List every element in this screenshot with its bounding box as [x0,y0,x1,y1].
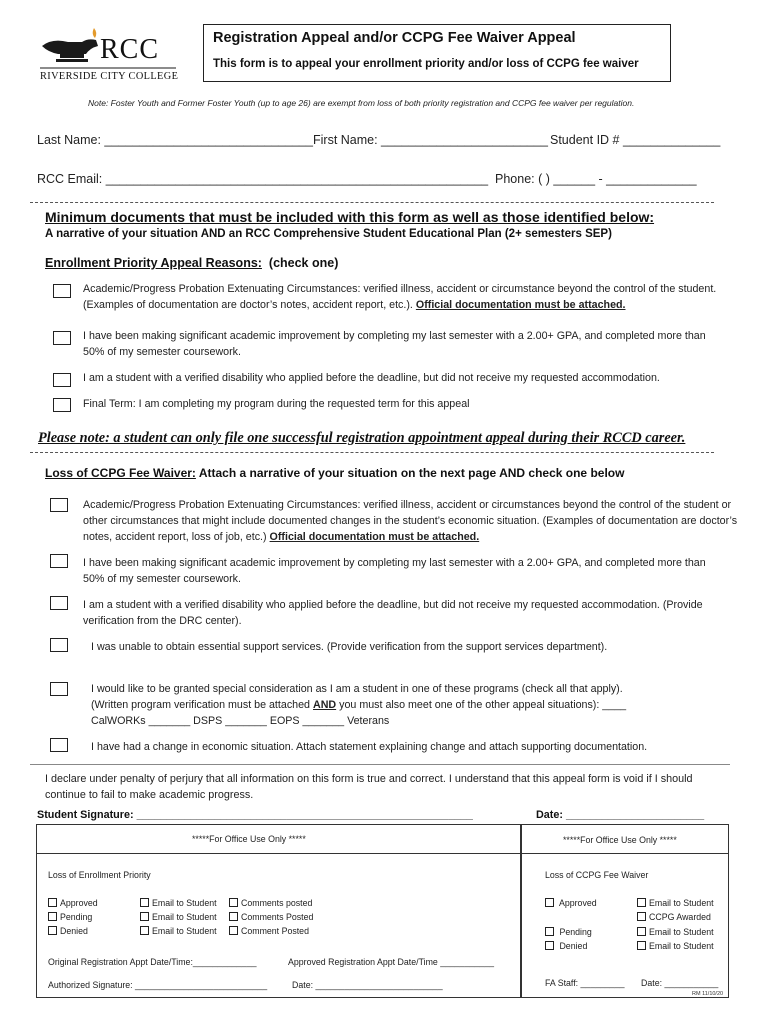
waiver-email-2-label: Email to Student [649,927,714,937]
priority-reason-2: I have been making significant academic improvement by completing my last semester with a 2.00+ GPA, and completed more than 50% of my semester coursework. [83,330,706,358]
checkbox-icon[interactable] [545,898,554,907]
logo-college-name: RIVERSIDE CITY COLLEGE [40,71,179,82]
waiver-checkbox-4[interactable] [50,638,68,652]
declaration: I declare under penalty of perjury that all information on this form is true and correct. I understand that this appeal form is void if I should continue to fail to make academic progress. [45,773,693,801]
waiver-email-2[interactable] [637,927,714,937]
waiver-checkbox-3[interactable] [50,596,68,610]
priority-checkbox-2[interactable] [53,331,71,345]
phone-field[interactable]: Phone: ( ) ______ - _____________ [495,172,697,186]
waiver-reason-1 [83,497,738,545]
office-denied-label: Denied [60,926,88,936]
checkbox-icon[interactable] [637,912,646,921]
waiver-reason-3: I am a student with a verified disability who applied before the deadline, but did not receive my requested accommodation. (Provide verification from the DRC center). [83,599,703,627]
office-comments-1-label: Comments posted [241,898,313,908]
authorized-signature-field[interactable]: Authorized Signature: ___________________________ [48,980,268,990]
office-comments-2-label: Comments Posted [241,912,314,922]
waiver-email-3[interactable] [637,941,714,951]
priority-reason-3: I am a student with a verified disability who applied before the deadline, but did not receive my requested accommodation. [83,372,660,384]
min-docs-heading: Minimum documents that must be included with this form as well as those identified below: [45,209,655,225]
waiver-reason-4: I was unable to obtain essential support services. (Provide verification from the support services department). [91,641,608,653]
waiver-ccpg-awarded[interactable] [637,912,711,922]
waiver-email-1-label: Email to Student [649,898,714,908]
form-title: Registration Appeal and/or CCPG Fee Waiver Appeal [213,30,576,46]
office-denied[interactable] [48,926,88,936]
divider [30,202,714,203]
waiver-approved[interactable] [545,898,597,908]
logo-initials: RCC [100,34,160,65]
waiver-ccpg-awarded-label: CCPG Awarded [649,912,711,922]
office-comments-2[interactable] [229,912,313,922]
waiver-checkbox-6[interactable] [50,738,68,752]
waiver-checkbox-5[interactable] [50,682,68,696]
office-approved[interactable] [48,898,98,908]
priority-checkbox-3[interactable] [53,373,71,387]
waiver-email-3-label: Email to Student [649,941,714,951]
waiver-checkbox-1[interactable] [50,498,68,512]
student-id-field[interactable]: Student ID # ______________ [550,133,721,147]
divider [30,452,714,453]
office-pending-label: Pending [60,912,93,922]
office-email-2[interactable] [140,912,217,922]
office-comments-1[interactable] [229,898,312,908]
checkbox-icon[interactable] [48,926,57,935]
waiver-reason-1-text: Academic/Progress Probation Extenuating Circumstances: verified illness, accident or circumstances beyond the control of the student or other circumstances that might include documented changes in the student’s economic situation. (Examples of documentation are doctor’s notes, accident report, loss of job, etc.) [83,499,738,543]
min-docs-subheading: A narrative of your situation AND an RCC Comprehensive Student Educational Plan (2+ semesters SEP) [45,228,612,240]
last-name-field[interactable]: Last Name: ______________________________ [37,133,313,147]
signature-date-field[interactable]: Date: _______________________ [536,809,705,821]
priority-heading [45,256,338,270]
waiver-reason-5-text-a: I would like to be granted special consideration as I am a student in one of these programs (check all that apply). (Written program verification must be attached [91,683,623,711]
checkbox-icon[interactable] [545,941,554,950]
office-use-right-header: *****For Office Use Only ***** [563,835,677,845]
office-email-1[interactable] [140,898,217,908]
waiver-reason-5-text-b: you must also meet one of the other appeal situations): ____ CalWORKs _______ DSPS _______ EOPS _______ Veterans [91,699,627,727]
checkbox-icon[interactable] [229,898,238,907]
checkbox-icon[interactable] [140,898,149,907]
office-email-1-label: Email to Student [152,898,217,908]
office-use-left-header: *****For Office Use Only ***** [192,834,306,844]
waiver-reason-6: I have had a change in economic situation. Attach statement explaining change and attach supporting documentation. [91,741,648,753]
checkbox-icon[interactable] [229,926,238,935]
waiver-email-1[interactable] [637,898,714,908]
priority-reason-4: Final Term: I am completing my program during the requested term for this appeal [83,398,470,410]
office-comments-3-label: Comment Posted [241,926,309,936]
authorized-date-field[interactable]: Date: __________________________ [292,980,443,990]
priority-checkbox-4[interactable] [53,398,71,412]
fa-staff-field[interactable]: FA Staff: _________ [545,978,625,988]
waiver-pending-label: Pending [559,927,592,937]
checkbox-icon[interactable] [48,898,57,907]
priority-checkbox-1[interactable] [53,284,71,298]
office-email-3[interactable] [140,926,217,936]
checkbox-icon[interactable] [140,926,149,935]
waiver-pending[interactable] [545,927,592,937]
form-subtitle: This form is to appeal your enrollment priority and/or loss of CCPG fee waiver [213,58,639,70]
waiver-reason-1-emph: Official documentation must be attached. [269,531,480,543]
office-pending[interactable] [48,912,92,922]
form-revision: RM 11/10/20 [692,991,724,997]
waiver-reason-5-and: AND [312,699,337,711]
rcc-email-field[interactable]: RCC Email: _______________________________________________________ [37,172,489,186]
waiver-checkbox-2[interactable] [50,554,68,568]
office-email-2-label: Email to Student [152,912,217,922]
waiver-reason-2: I have been making significant academic improvement by completing my last semester with a 2.00+ GPA, and completed more than 50% of my semester coursework. [83,557,706,585]
checkbox-icon[interactable] [545,927,554,936]
checkbox-icon[interactable] [637,927,646,936]
foster-youth-note: Note: Foster Youth and Former Foster Youth (up to age 26) are exempt from loss of both priority registration and CCPG fee waiver per regulation. [88,98,635,108]
checkbox-icon[interactable] [229,912,238,921]
checkbox-icon[interactable] [140,912,149,921]
checkbox-icon[interactable] [48,912,57,921]
office-comments-3[interactable] [229,926,309,936]
waiver-heading [45,466,624,480]
rcc-logo [38,24,178,86]
priority-reason-1-emph: Official documentation must be attached. [415,299,626,311]
priority-heading-text: Enrollment Priority Appeal Reasons: [45,256,262,270]
office-approved-label: Approved [60,898,98,908]
priority-reason-1-text: Academic/Progress Probation Extenuating Circumstances: verified illness, accident or circumstance beyond the control of the student. (Examples of documentation are doctor’s notes, accident report, etc.). [83,283,717,311]
loss-enrollment-priority-title: Loss of Enrollment Priority [48,870,151,880]
checkbox-icon[interactable] [637,941,646,950]
student-signature-field[interactable]: Student Signature: ________________________________________________________ [37,809,473,821]
original-appt-date-field[interactable]: Original Registration Appt Date/Time:_____________ [48,957,257,967]
first-name-field[interactable]: First Name: ________________________ [313,133,548,147]
office-email-3-label: Email to Student [152,926,217,936]
approved-appt-date-field[interactable]: Approved Registration Appt Date/Time ___________ [288,957,495,967]
fa-date-field[interactable]: Date: ___________ [641,978,719,988]
divider [30,764,730,765]
waiver-approved-label: Approved [558,898,597,908]
waiver-heading-text: Loss of CCPG Fee Waiver: [45,466,196,480]
please-note: Please note: a student can only file one successful registration appointment appeal during their RCCD career. [38,430,686,446]
waiver-reason-5 [91,681,651,729]
checkbox-icon[interactable] [637,898,646,907]
priority-reason-1 [83,281,733,313]
priority-heading-suffix: (check one) [268,256,339,270]
waiver-heading-suffix: Attach a narrative of your situation on the next page AND check one below [198,466,625,480]
waiver-denied[interactable] [545,941,587,951]
waiver-denied-label: Denied [559,941,588,951]
loss-ccpg-title: Loss of CCPG Fee Waiver [545,870,649,880]
